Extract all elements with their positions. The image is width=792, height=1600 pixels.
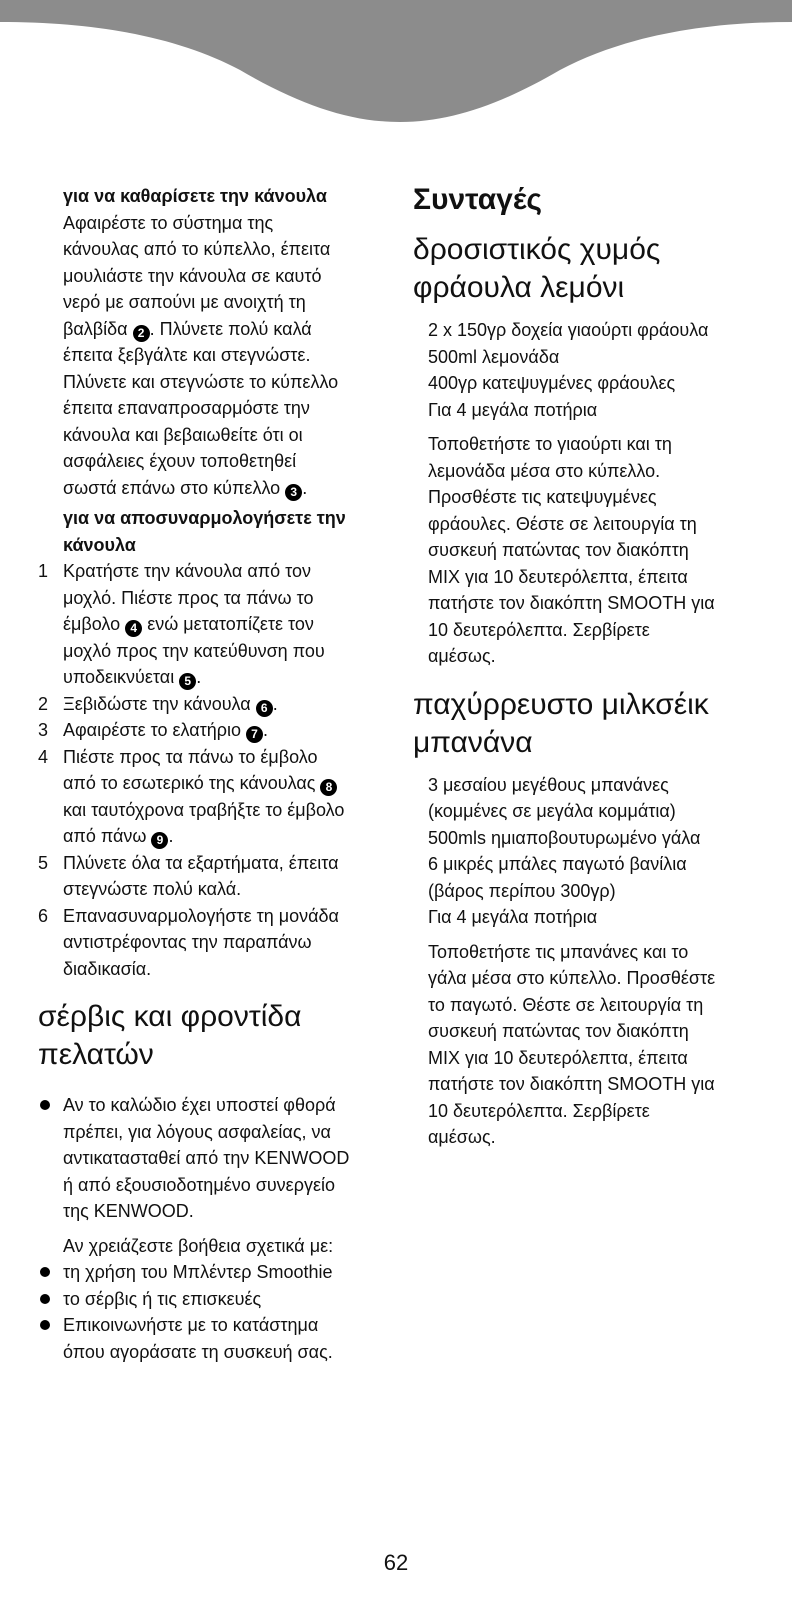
figure-number-icon: 6 — [256, 700, 273, 717]
figure-number-icon: 3 — [285, 484, 302, 501]
service-title: σέρβις και φροντίδα πελατών — [38, 1000, 302, 1071]
step-item: 3 Αφαιρέστε το ελατήριο 7 . — [38, 720, 269, 741]
page-number: 62 — [383, 1550, 409, 1575]
figure-number-icon: 2 — [133, 325, 150, 342]
right-column — [413, 183, 768, 1151]
figure-number-icon: 4 — [125, 620, 142, 637]
recipe-1-method: Τοποθετήστε το γιαούρτι και τη λεμονάδα μέσα στο κύπελλο. Προσθέστε τις κατεψυγμένες φράουλες. Θέστε σε λειτουργία τη συσκευή πατώντας τον διακόπτη MIX για 10 δευτερόλεπτα, έπειτα πατήστε τον διακόπτη SMOOTH για 10 δευτερόλεπτα. Σερβίρετε αμέσως. — [428, 434, 715, 666]
recipe-2-ingredients: 3 μεσαίου μεγέθους μπανάνες (κομμένες σε μεγάλα κομμάτια) 500mls ημιαποβουτυρωμένο γάλα 6 μικρές μπάλες παγωτό βανίλια (βάρος περίπου 300γρ) Για 4 μεγάλα ποτήρια — [428, 774, 701, 927]
header-wave — [0, 0, 792, 130]
figure-number-icon: 8 — [320, 779, 337, 796]
left-column — [38, 183, 383, 1365]
figure-number-icon: 5 — [179, 673, 196, 690]
clean-section: για να καθαρίσετε την κάνουλα Αφαιρέστε το σύστημα της κάνουλας από το κύπελλο, έπειτα μουλιάστε την κάνουλα σε καυτό νερό με σαπούνι με ανοιχτή τη βαλβίδα 2 . Πλύνετε πολύ καλά έπειτα ξεβγάλτε και στεγνώστε. Πλύνετε και στεγνώστε το κύπελλο έπειτα επαναπροσαρμόστε την κάνουλα και βεβαιωθείτε ότι οι ασφάλειες έχουν τοποθετηθεί σωστά επάνω στο κύπελλο 3 . — [38, 183, 383, 501]
step-item: 1 Κρατήστε την κάνουλα από τον μοχλό. Πιέστε προς τα πάνω το έμβολο 4 ενώ μετατοπίζετε τον μοχλό προς την κατεύθυνση που υποδεικνύεται 5 . — [38, 561, 325, 688]
bullet-item: τη χρήση του Μπλέντερ Smoothie — [38, 1259, 383, 1286]
step-item: 5 Πλύνετε όλα τα εξαρτήματα, έπειτα στεγνώστε πολύ καλά. — [38, 852, 339, 899]
bullet-icon — [38, 1286, 63, 1313]
figure-number-icon: 7 — [246, 726, 263, 743]
bullet-icon — [38, 1092, 63, 1225]
recipe-1-title: δροσιστικός χυμός φράουλα λεμόνι — [413, 233, 661, 304]
recipes-title: Συνταγές — [413, 183, 542, 216]
recipe-1-ingredients: 2 x 150γρ δοχεία γιαούρτι φράουλα 500ml λεμονάδα 400γρ κατεψυγμένες φράουλες Για 4 μεγάλα ποτήρια — [428, 320, 709, 420]
step-item: 6 Επανασυναρμολογήστε τη μονάδα αντιστρέφοντας την παραπάνω διαδικασία. — [38, 905, 339, 979]
figure-number-icon: 9 — [151, 832, 168, 849]
bullet-icon — [38, 1259, 63, 1286]
bullet-item: Επικοινωνήστε με το κατάστημα όπου αγοράσατε τη συσκευή σας. — [38, 1312, 383, 1365]
bullet-item: το σέρβις ή τις επισκευές — [38, 1286, 383, 1313]
step-item: 4 Πιέστε προς τα πάνω το έμβολο από το εσωτερικό της κάνουλας 8 και ταυτόχρονα τραβήξτε το έμβολο από πάνω 9 . — [38, 746, 345, 847]
bullet-item: Αν το καλώδιο έχει υποστεί φθορά πρέπει, για λόγους ασφαλείας, να αντικατασταθεί από την KENWOOD ή από εξουσιοδοτημένο συνεργείο της KENWOOD. — [38, 1092, 383, 1225]
recipe-2-method: Τοποθετήστε τις μπανάνες και το γάλα μέσα στο κύπελλο. Προσθέστε το παγωτό. Θέστε σε λειτουργία τη συσκευή πατώντας τον διακόπτη MIX για 10 δευτερόλεπτα, έπειτα πατήστε τον διακόπτη SMOOTH για 10 δευτερόλεπτα. Σερβίρετε αμέσως. — [428, 941, 716, 1147]
clean-title: για να καθαρίσετε την κάνουλα — [63, 186, 327, 206]
step-item: 2 Ξεβιδώστε την κάνουλα 6 . — [38, 693, 278, 715]
bullet-icon — [38, 1312, 63, 1365]
recipe-2-title: παχύρρευστο μιλκσέικ μπανάνα — [413, 687, 709, 759]
disassemble-title: για να αποσυναρμολογήσετε την κάνουλα — [63, 508, 346, 555]
help-intro: Αν χρειάζεστε βοήθεια σχετικά με: — [63, 1235, 334, 1256]
